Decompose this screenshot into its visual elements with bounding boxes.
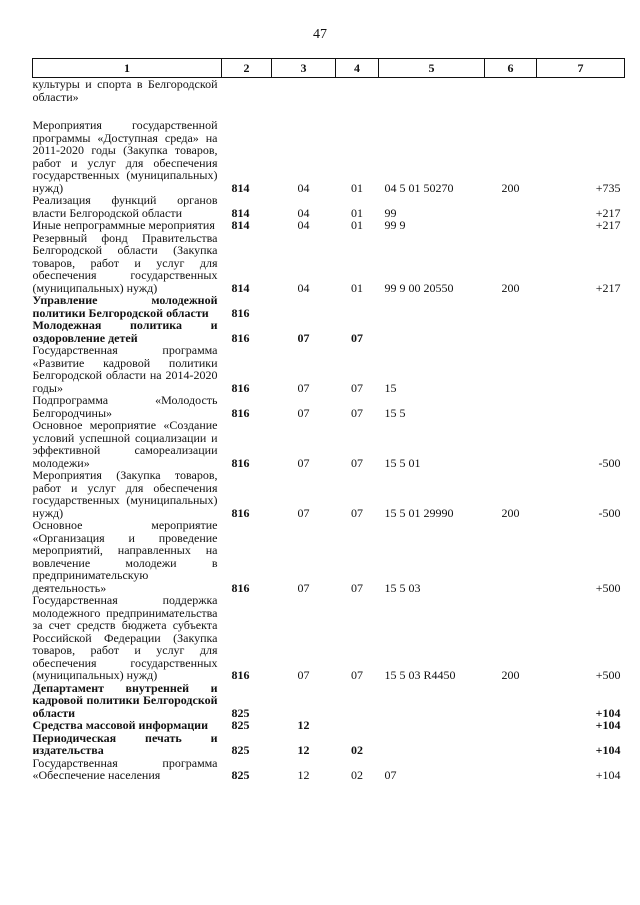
- table-row: [33, 732, 625, 757]
- amount-change: +104: [595, 768, 621, 782]
- table-row: [33, 294, 625, 319]
- row-description: Резервный фонд Правительства Белгородской области (Закупка товаров, работ и услуг для обеспечения государственных (муниципальных) нужд): [32, 230, 218, 295]
- expense-type-code: [485, 194, 537, 219]
- amount-change: +735: [595, 180, 621, 195]
- expense-type-code: 200: [501, 180, 520, 195]
- row-description: Реализация функций органов власти Белгородской области: [32, 193, 218, 220]
- budget-table: [32, 58, 625, 782]
- column-header: 7: [537, 59, 625, 78]
- ministry-code: [222, 78, 272, 104]
- section-code: 07: [297, 455, 310, 470]
- expense-type-code: [485, 682, 537, 720]
- expense-type-code: 200: [501, 505, 520, 520]
- amount-change: +104: [595, 718, 621, 732]
- row-description: Периодическая печать и издательства: [32, 730, 218, 757]
- ministry-code: 816: [231, 505, 250, 520]
- subsection-code: 07: [351, 330, 363, 345]
- row-description: Государственная программа «Обеспечение населения: [32, 755, 218, 782]
- expense-type-code: 200: [501, 668, 520, 682]
- column-header: 6: [485, 59, 537, 78]
- section-code: 07: [297, 405, 310, 420]
- target-article-code: 15: [384, 380, 397, 395]
- section-code: [272, 78, 336, 104]
- table-row: [33, 719, 625, 732]
- expense-type-code: [485, 719, 537, 732]
- expense-type-code: [485, 419, 537, 469]
- ministry-code: 814: [231, 280, 250, 295]
- subsection-code: [336, 103, 379, 119]
- subsection-code: 02: [351, 743, 363, 757]
- column-header: 5: [379, 59, 485, 78]
- table-row: [33, 469, 625, 519]
- column-header: 2: [222, 59, 272, 78]
- expense-type-code: [485, 732, 537, 757]
- table-row: [33, 682, 625, 720]
- section-code: 04: [297, 205, 310, 220]
- ministry-code: 816: [231, 668, 250, 682]
- subsection-code: 07: [351, 668, 363, 682]
- amount-change: [537, 319, 625, 344]
- column-header: 1: [33, 59, 222, 78]
- row-description: Мероприятия (Закупка товаров, работ и услуг для обеспечения государственных (муниципальных) нужд): [32, 468, 218, 520]
- section-code: 07: [297, 580, 310, 595]
- table-row: [33, 394, 625, 419]
- section-code: 04: [297, 180, 310, 195]
- expense-type-code: [485, 78, 537, 104]
- ministry-code: 816: [231, 455, 250, 470]
- ministry-code: 816: [231, 405, 250, 420]
- target-article-code: 99 9 00 20550: [384, 280, 454, 295]
- amount-change: +217: [595, 218, 621, 232]
- target-article-code: [379, 319, 485, 344]
- subsection-code: 07: [351, 405, 363, 420]
- section-code: 12: [297, 768, 310, 782]
- section-code: 04: [297, 280, 310, 295]
- table-row: [33, 319, 625, 344]
- table-row: [33, 194, 625, 219]
- amount-change: +500: [595, 580, 621, 595]
- ministry-code: 816: [231, 580, 250, 595]
- expense-type-code: 200: [501, 280, 520, 295]
- ministry-code: 816: [231, 380, 250, 395]
- amount-change: [537, 78, 625, 104]
- section-code: 12: [297, 718, 310, 732]
- table-header-row: [33, 59, 625, 78]
- section-code: [272, 103, 336, 119]
- subsection-code: 02: [351, 768, 363, 782]
- expense-type-code: [485, 757, 537, 782]
- expense-type-code: [485, 344, 537, 394]
- target-article-code: [379, 732, 485, 757]
- section-code: [272, 682, 336, 720]
- subsection-code: 07: [351, 380, 363, 395]
- ministry-code: [222, 103, 272, 119]
- expense-type-code: [485, 294, 537, 319]
- ministry-code: 814: [231, 205, 250, 220]
- row-description: Основное мероприятие «Создание условий успешной социализации и эффективной самореализации молодежи»: [32, 418, 218, 470]
- expense-type-code: [485, 319, 537, 344]
- row-description: культуры и спорта в Белгородской области»: [32, 77, 218, 104]
- table-row: [33, 519, 625, 594]
- section-code: 07: [297, 380, 310, 395]
- amount-change: [537, 294, 625, 319]
- expense-type-code: [485, 219, 537, 232]
- ministry-code: 814: [231, 218, 250, 232]
- table-row: [33, 119, 625, 194]
- section-code: 04: [297, 218, 310, 232]
- amount-change: -500: [598, 505, 621, 520]
- target-article-code: 15 5 01 29990: [384, 505, 454, 520]
- row-description: Подпрограмма «Молодость Белгородчины»: [32, 393, 218, 420]
- section-code: 12: [297, 743, 310, 757]
- subsection-code: 01: [351, 280, 363, 295]
- subsection-code: 01: [351, 180, 363, 195]
- target-article-code: 99 9: [384, 218, 406, 232]
- ministry-code: 816: [231, 330, 250, 345]
- subsection-code: 01: [351, 205, 363, 220]
- table-row: [33, 232, 625, 295]
- amount-change: [537, 103, 625, 119]
- subsection-code: [336, 78, 379, 104]
- amount-change: +217: [595, 280, 621, 295]
- column-header: 3: [272, 59, 336, 78]
- ministry-code: 825: [231, 768, 250, 782]
- row-description: Государственная программа «Развитие кадровой политики Белгородской области на 2014-2020 годы»: [32, 343, 218, 395]
- target-article-code: 15 5 03: [384, 580, 421, 595]
- table-row: [33, 219, 625, 232]
- ministry-code: 825: [231, 718, 250, 732]
- target-article-code: 15 5 03 R4450: [384, 668, 456, 682]
- target-article-code: [379, 719, 485, 732]
- section-code: 07: [297, 330, 310, 345]
- table-row: [33, 78, 625, 104]
- section-code: 07: [297, 505, 310, 520]
- target-article-code: 04 5 01 50270: [384, 180, 454, 195]
- amount-change: +217: [595, 205, 621, 220]
- amount-change: [537, 394, 625, 419]
- target-article-code: 07: [384, 768, 397, 782]
- subsection-code: 07: [351, 455, 363, 470]
- ministry-code: 825: [231, 743, 250, 757]
- row-description: [33, 103, 222, 119]
- row-description: Управление молодежной политики Белгородской области: [32, 293, 218, 320]
- subsection-code: [336, 682, 379, 720]
- subsection-code: 07: [351, 505, 363, 520]
- target-article-code: [379, 294, 485, 319]
- target-article-code: [379, 103, 485, 119]
- amount-change: +104: [595, 705, 621, 720]
- table-row: [33, 757, 625, 782]
- subsection-code: 07: [351, 580, 363, 595]
- expense-type-code: [485, 519, 537, 594]
- target-article-code: 15 5 01: [384, 455, 421, 470]
- subsection-code: [336, 294, 379, 319]
- row-description: Департамент внутренней и кадровой политики Белгородской области: [32, 680, 218, 720]
- target-article-code: [379, 78, 485, 104]
- subsection-code: 01: [351, 218, 363, 232]
- expense-type-code: [485, 103, 537, 119]
- section-code: [272, 294, 336, 319]
- subsection-code: [336, 719, 379, 732]
- amount-change: [537, 344, 625, 394]
- table-body: [33, 78, 625, 782]
- column-header: 4: [336, 59, 379, 78]
- ministry-code: 816: [231, 305, 250, 320]
- row-description: Иные непрограммные мероприятия: [32, 218, 215, 232]
- table-row: [33, 419, 625, 469]
- amount-change: -500: [598, 455, 621, 470]
- amount-change: +104: [595, 743, 621, 757]
- row-description: Молодежная политика и оздоровление детей: [32, 318, 218, 345]
- budget-table-container: [32, 58, 624, 782]
- row-description: Средства массовой информации: [32, 718, 208, 732]
- page-number: 47: [313, 27, 327, 42]
- table-row: [33, 344, 625, 394]
- expense-type-code: [485, 394, 537, 419]
- amount-change: +500: [595, 668, 621, 682]
- row-description: Мероприятия государственной программы «Доступная среда» на 2011-2020 годы (Закупка товаров, работ и услуг для обеспечения государственных (муниципальных) нужд): [32, 118, 218, 195]
- row-description: Основное мероприятие «Организация и проведение мероприятий, направленных на вовлечение молодежи в предпринимательскую деятельность»: [32, 518, 218, 595]
- table-row: [33, 594, 625, 682]
- target-article-code: 15 5: [384, 405, 406, 420]
- row-description: Государственная поддержка молодежного предпринимательства за счет средств бюджета субъекта Российской Федерации (Закупка товаров, работ и услуг для обеспечения государственных (муниципальных) нужд): [32, 593, 218, 682]
- ministry-code: 825: [231, 705, 250, 720]
- target-article-code: 99: [384, 205, 397, 220]
- table-row: [33, 103, 625, 119]
- target-article-code: [379, 682, 485, 720]
- ministry-code: 814: [231, 180, 250, 195]
- section-code: 07: [297, 668, 310, 682]
